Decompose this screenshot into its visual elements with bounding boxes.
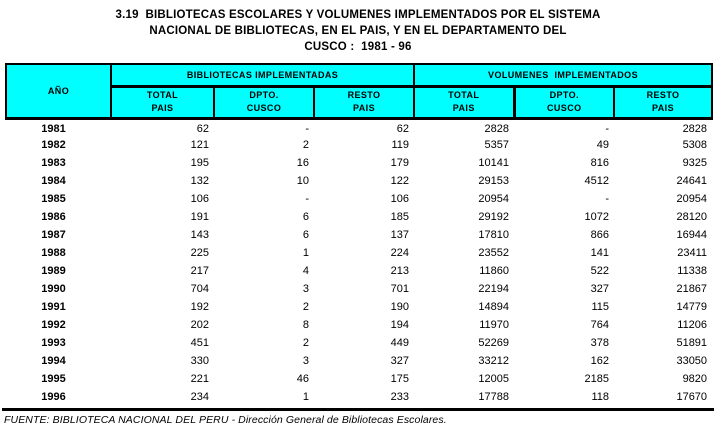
value-cell: 11860: [479, 265, 510, 277]
value-cell: 194: [390, 319, 410, 331]
value-cell: 20954: [676, 193, 708, 205]
value-cell: 23411: [677, 247, 708, 259]
value-cell: 2828: [484, 123, 510, 136]
value-cell: 106: [390, 193, 410, 205]
year-cell: 1994: [41, 355, 66, 367]
year-cell: 1996: [41, 391, 66, 403]
value-cell: 3: [302, 283, 309, 295]
value-cell: 16944: [676, 229, 708, 241]
value-cell: 816: [590, 157, 610, 169]
source-note: FUENTE: BIBLIOTECA NACIONAL DEL PERU - Dirección General de Bibliotecas Escolares.: [4, 414, 447, 426]
table-header: [6, 64, 712, 118]
value-cell: 233: [390, 391, 410, 403]
bottom-divider: [2, 408, 714, 411]
value-cell: 22194: [478, 283, 510, 295]
value-cell: 522: [590, 265, 610, 277]
value-cell: 52269: [478, 337, 510, 349]
group-header-bibliotecas: BIBLIOTECAS IMPLEMENTADAS: [111, 64, 414, 86]
value-cell: 11338: [677, 265, 708, 277]
value-cell: 213: [390, 265, 410, 277]
value-cell: 9820: [682, 373, 708, 385]
group-header-volumenes: VOLUMENES IMPLEMENTADOS: [414, 64, 712, 86]
year-cell: 1981: [41, 123, 66, 136]
col-header-bib-resto-pais: [314, 86, 414, 118]
year-cell: 1993: [41, 337, 66, 349]
year-cell: 1989: [41, 265, 66, 277]
col-header-line: TOTAL: [448, 90, 480, 100]
col-header-vol-total-pais: [414, 86, 514, 118]
year-cell: 1986: [41, 211, 66, 223]
col-header-bib-total-pais: [111, 86, 214, 118]
year-cell: 1995: [41, 373, 66, 385]
col-header-bib-dpto-cusco: [214, 86, 314, 118]
table-row: [6, 298, 712, 316]
table-body: [6, 118, 712, 406]
value-cell: 141: [590, 247, 610, 259]
table-row: [6, 172, 712, 190]
col-header-line: DPTO.: [249, 90, 279, 100]
value-cell: 106: [190, 193, 209, 205]
value-cell: 5357: [484, 139, 510, 151]
value-cell: 49: [596, 139, 610, 151]
value-cell: 29153: [478, 175, 510, 187]
value-cell: 132: [190, 175, 209, 187]
table-row: [6, 226, 712, 244]
col-header-line: PAIS: [452, 103, 475, 113]
value-cell: 175: [390, 373, 410, 385]
value-cell: -: [605, 123, 610, 136]
value-cell: -: [305, 193, 309, 205]
value-cell: 51891: [676, 337, 708, 349]
value-cell: 225: [190, 247, 209, 259]
value-cell: 190: [390, 301, 410, 313]
value-cell: 115: [591, 301, 610, 313]
col-header-vol-dpto-cusco: [514, 86, 614, 118]
table-row: [6, 388, 712, 406]
col-header-line: RESTO: [347, 90, 381, 100]
value-cell: 16: [296, 157, 309, 169]
value-cell: 1072: [584, 211, 610, 223]
table-row: [6, 154, 712, 172]
value-cell: 449: [390, 337, 410, 349]
value-cell: 221: [190, 373, 209, 385]
value-cell: 2185: [584, 373, 610, 385]
table-title-line2: NACIONAL DE BIBLIOTECAS, EN EL PAIS, Y EN EL DEPARTAMENTO DEL: [149, 25, 567, 37]
value-cell: 33212: [478, 355, 510, 367]
value-cell: 17810: [478, 229, 510, 241]
statistics-table: [5, 63, 713, 406]
value-cell: 192: [190, 301, 209, 313]
value-cell: 11206: [677, 319, 708, 331]
year-cell: 1988: [41, 247, 66, 259]
value-cell: 3: [302, 355, 309, 367]
table-title-line3: CUSCO : 1981 - 96: [304, 41, 412, 53]
value-cell: 701: [390, 283, 410, 295]
value-cell: 6: [302, 211, 309, 223]
value-cell: 11970: [479, 319, 510, 331]
table-row: [6, 190, 712, 208]
table-row: [6, 316, 712, 334]
table-row: [6, 208, 712, 226]
value-cell: 10141: [478, 157, 510, 169]
value-cell: 10: [296, 175, 309, 187]
value-cell: 330: [190, 355, 209, 367]
table-row: [6, 334, 712, 352]
year-cell: 1984: [41, 175, 66, 187]
table-row: [6, 280, 712, 298]
table-title: [0, 0, 716, 55]
value-cell: 137: [390, 229, 410, 241]
value-cell: 9325: [682, 157, 708, 169]
value-cell: -: [305, 123, 309, 136]
col-header-line: CUSCO: [547, 103, 582, 113]
value-cell: 28120: [676, 211, 708, 223]
value-cell: 195: [190, 157, 209, 169]
table-row: [6, 244, 712, 262]
value-cell: -: [605, 193, 610, 205]
value-cell: 2828: [682, 123, 708, 136]
value-cell: 5308: [682, 139, 708, 151]
value-cell: 118: [591, 391, 610, 403]
value-cell: 217: [190, 265, 209, 277]
col-header-line: DPTO.: [549, 90, 579, 100]
col-header-line: PAIS: [151, 103, 174, 113]
value-cell: 162: [590, 355, 610, 367]
value-cell: 17670: [676, 391, 708, 403]
table-row: [6, 262, 712, 280]
value-cell: 122: [390, 175, 410, 187]
value-cell: 24641: [676, 175, 708, 187]
sub-header-row: [6, 86, 712, 118]
value-cell: 62: [396, 123, 410, 136]
value-cell: 2: [302, 301, 309, 313]
value-cell: 4512: [584, 175, 610, 187]
col-header-line: PAIS: [652, 103, 674, 113]
value-cell: 179: [390, 157, 410, 169]
value-cell: 119: [391, 139, 410, 151]
value-cell: 327: [590, 283, 610, 295]
value-cell: 143: [190, 229, 209, 241]
col-header-line: PAIS: [353, 103, 375, 113]
value-cell: 6: [302, 229, 309, 241]
value-cell: 185: [390, 211, 410, 223]
value-cell: 378: [590, 337, 610, 349]
group-header-row: [6, 64, 712, 86]
value-cell: 866: [590, 229, 610, 241]
value-cell: 1: [302, 247, 309, 259]
col-header-line: TOTAL: [146, 90, 179, 100]
value-cell: 46: [296, 373, 309, 385]
value-cell: 704: [190, 283, 209, 295]
table-title-line1: 3.19 BIBLIOTECAS ESCOLARES Y VOLUMENES IMPLEMENTADOS POR EL SISTEMA: [115, 9, 601, 21]
value-cell: 224: [390, 247, 410, 259]
col-header-line: RESTO: [646, 90, 680, 100]
value-cell: 29192: [478, 211, 510, 223]
value-cell: 1: [302, 391, 309, 403]
value-cell: 191: [190, 211, 209, 223]
year-cell: 1992: [41, 319, 66, 331]
value-cell: 20954: [478, 193, 510, 205]
table-row: [6, 352, 712, 370]
value-cell: 14894: [478, 301, 510, 313]
col-header-year: AÑO: [6, 64, 111, 118]
value-cell: 12005: [478, 373, 510, 385]
value-cell: 121: [190, 139, 209, 151]
value-cell: 21867: [676, 283, 708, 295]
year-cell: 1987: [41, 229, 66, 241]
year-cell: 1991: [41, 301, 66, 313]
value-cell: 33050: [676, 355, 708, 367]
value-cell: 202: [190, 319, 209, 331]
value-cell: 14779: [676, 301, 708, 313]
table-row: [6, 118, 712, 136]
value-cell: 2: [302, 139, 309, 151]
value-cell: 234: [190, 391, 209, 403]
value-cell: 451: [190, 337, 209, 349]
value-cell: 62: [196, 123, 209, 136]
value-cell: 327: [390, 355, 410, 367]
value-cell: 764: [590, 319, 610, 331]
table-row: [6, 370, 712, 388]
year-cell: 1983: [41, 157, 66, 169]
value-cell: 4: [302, 265, 309, 277]
table-row: [6, 136, 712, 154]
value-cell: 8: [302, 319, 309, 331]
value-cell: 17788: [478, 391, 510, 403]
col-header-line: CUSCO: [246, 103, 282, 113]
year-cell: 1990: [41, 283, 66, 295]
value-cell: 2: [302, 337, 309, 349]
value-cell: 23552: [478, 247, 510, 259]
year-cell: 1985: [41, 193, 66, 205]
col-header-vol-resto-pais: [614, 86, 712, 118]
year-cell: 1982: [41, 139, 66, 151]
